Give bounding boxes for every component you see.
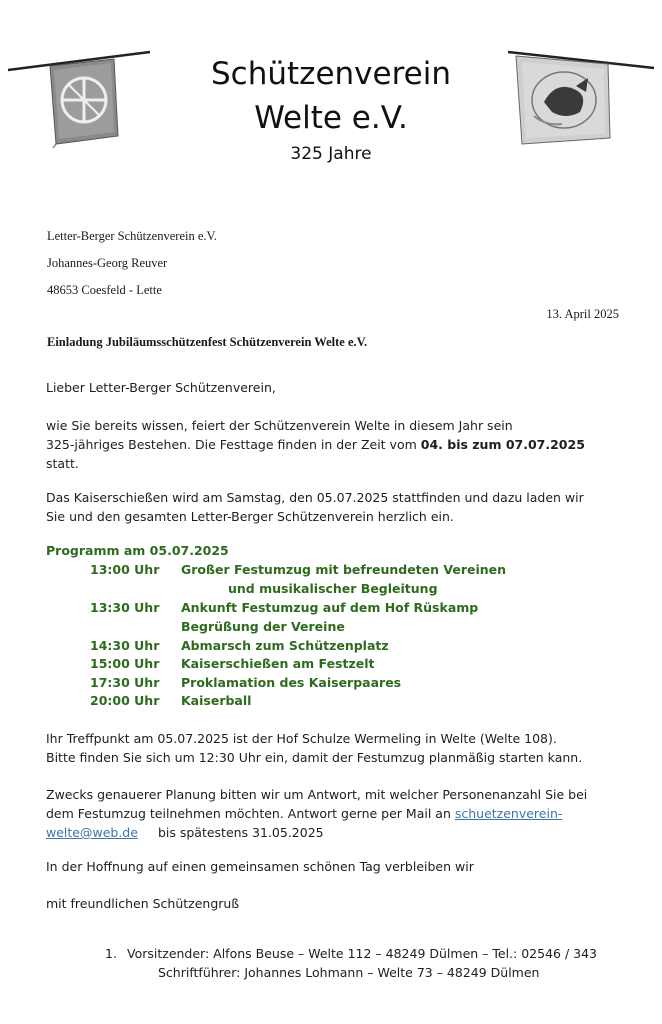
email-link-part1[interactable]: schuetzenverein-: [454, 806, 563, 821]
recipient-line2: Johannes-Georg Reuver: [47, 256, 168, 270]
program-desc: Ankunft Festumzug auf dem Hof Rüskamp: [181, 600, 479, 615]
paragraph-2: [46, 488, 636, 526]
club-name-line2: Welte e.V.: [254, 100, 408, 136]
program-desc: Abmarsch zum Schützenplatz: [181, 638, 389, 653]
paragraph-2-line2: Sie und den gesamten Letter-Berger Schützenverein herzlich ein.: [46, 509, 454, 524]
letter-subject: Einladung Jubiläumsschützenfest Schützenverein Welte e.V.: [47, 335, 368, 349]
letter-date: 13. April 2025: [546, 307, 619, 321]
program-row: [0, 638, 560, 657]
program-desc: Kaiserball: [181, 693, 252, 708]
program-time: 14:30 Uhr: [90, 638, 160, 653]
footer-number: 1.: [105, 946, 117, 961]
program-row: [0, 562, 560, 581]
email-link-part2[interactable]: welte@web.de: [46, 825, 138, 840]
program-time: 17:30 Uhr: [90, 675, 160, 690]
program-time: 13:00 Uhr: [90, 562, 160, 577]
closing: mit freundlichen Schützengruß: [46, 896, 240, 911]
program-time: 13:30 Uhr: [90, 600, 160, 615]
club-name-line1: Schützenverein: [211, 56, 451, 92]
paragraph-1: [46, 416, 636, 473]
reply-deadline: bis spätestens 31.05.2025: [157, 825, 324, 840]
program-desc: Proklamation des Kaiserpaares: [181, 675, 402, 690]
program-desc-cont: Begrüßung der Vereine: [181, 619, 345, 634]
program-time: 15:00 Uhr: [90, 656, 160, 671]
paragraph-1-text: 325-jähriges Bestehen. Die Festtage finden in der Zeit vom: [46, 437, 421, 452]
paragraph-5: In der Hoffnung auf einen gemeinsamen schönen Tag verbleiben wir: [46, 859, 474, 874]
program-row: [0, 675, 560, 694]
paragraph-1-line2: [46, 435, 636, 454]
recipient-line1: Letter-Berger Schützenverein e.V.: [47, 229, 218, 243]
paragraph-2-line1: Das Kaiserschießen wird am Samstag, den 05.07.2025 stattfinden und dazu laden wir: [46, 490, 584, 505]
program-row-continuation: [0, 581, 560, 600]
anniversary-subtitle: 325 Jahre: [290, 144, 372, 164]
festival-dates: 04. bis zum 07.07.2025: [420, 437, 585, 452]
paragraph-4-text: dem Festumzug teilnehmen möchten. Antwort gerne per Mail an: [46, 806, 455, 821]
footer-chairman: Vorsitzender: Alfons Beuse – Welte 112 – 48249 Dülmen – Tel.: 02546 / 343: [127, 946, 597, 961]
paragraph-4-line3: [46, 823, 636, 842]
program-row-continuation: [0, 619, 560, 638]
paragraph-4: [46, 785, 636, 842]
recipient-line3: 48653 Coesfeld - Lette: [47, 283, 162, 297]
footer-secretary: Schriftführer: Johannes Lohmann – Welte 73 – 48249 Dülmen: [158, 965, 540, 980]
salutation: Lieber Letter-Berger Schützenverein,: [46, 380, 276, 395]
program-time: 20:00 Uhr: [90, 693, 160, 708]
paragraph-3: [46, 729, 636, 767]
paragraph-4-line1: Zwecks genauerer Planung bitten wir um Antwort, mit welcher Personenanzahl Sie bei: [46, 787, 588, 802]
paragraph-1-line1: wie Sie bereits wissen, feiert der Schützenverein Welte in diesem Jahr sein: [46, 418, 513, 433]
program-heading: Programm am 05.07.2025: [46, 543, 229, 558]
paragraph-1-line3: statt.: [46, 456, 79, 471]
paragraph-3-line1: Ihr Treffpunkt am 05.07.2025 ist der Hof Schulze Wermeling in Welte (Welte 108).: [46, 731, 557, 746]
program-desc: Kaiserschießen am Festzelt: [181, 656, 375, 671]
program-desc: Großer Festumzug mit befreundeten Vereinen: [181, 562, 507, 577]
program-desc-cont: und musikalischer Begleitung: [228, 581, 438, 596]
program-row: [0, 656, 560, 675]
paragraph-4-line2: [46, 804, 636, 823]
program-row: [0, 600, 560, 619]
program-row: [0, 693, 560, 712]
paragraph-3-line2: Bitte finden Sie sich um 12:30 Uhr ein, damit der Festumzug planmäßig starten kann.: [46, 750, 583, 765]
